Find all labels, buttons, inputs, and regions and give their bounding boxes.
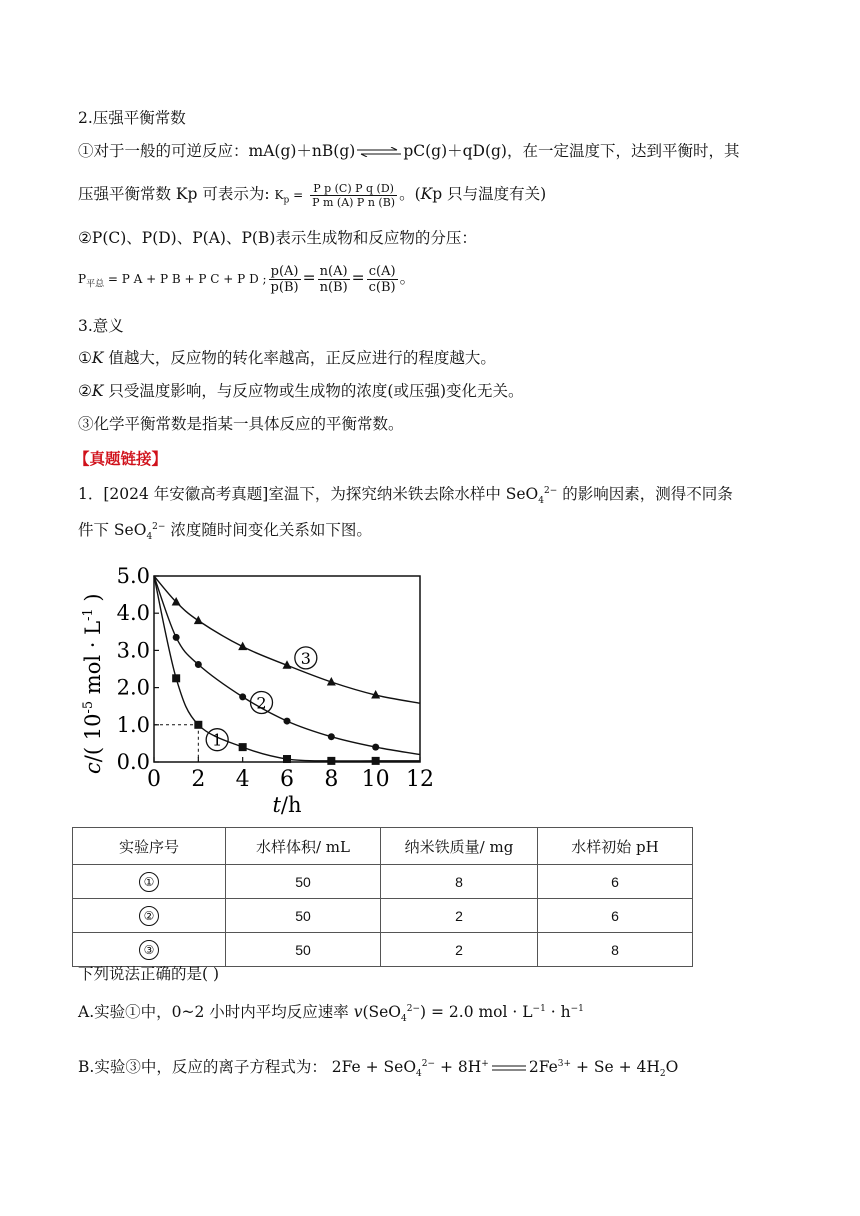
data-point-square <box>327 757 335 765</box>
table-cell: 6 <box>538 899 693 933</box>
table-cell: 8 <box>381 865 538 899</box>
kp-symbol: $K_p$ = <box>274 188 304 206</box>
y-axis-label-part: -5 <box>81 700 96 714</box>
paragraph-reaction <box>78 141 739 161</box>
table-cell: ③ <box>73 933 226 967</box>
data-point-circle <box>195 661 202 668</box>
table-header-cell: 纳米铁质量/ mg <box>381 828 538 865</box>
real-question-heading: 【真题链接】 <box>74 449 168 468</box>
question-prompt: 下列说法正确的是( ) <box>78 965 220 983</box>
data-point-triangle <box>238 642 247 651</box>
y-axis-label-part: -1 <box>81 608 96 621</box>
data-point-triangle <box>194 616 203 625</box>
y-tick-label: 0.0 <box>116 750 150 774</box>
kp-note: p 只与温度有关) <box>432 185 547 203</box>
fraction-c: $\frac{c(A)}{c(B)}$ <box>368 263 396 295</box>
table-cell: 50 <box>226 933 381 967</box>
table-cell: 2 <box>381 933 538 967</box>
y-tick-label: 5.0 <box>116 564 150 588</box>
y-axis-label-part: ) <box>81 593 105 609</box>
kp-fraction: $\frac{\text{P p (C) P q (D)}}{\text{P m (A) P n (B)}}$ <box>312 181 396 209</box>
ptotal-expr: $P_{平总} = P$ A + P B + P C + P D ; <box>78 272 267 290</box>
y-tick-label: 3.0 <box>116 638 150 663</box>
fraction-p: $\frac{p(A)}{p(B)}$ <box>270 263 299 295</box>
x-tick-label: 0 <box>147 767 161 792</box>
equilibrium-arrow-icon <box>357 147 401 157</box>
chart-labels <box>81 564 434 817</box>
table-cell: 50 <box>226 865 381 899</box>
data-point-circle <box>173 634 180 641</box>
kp-paren: 。( <box>399 185 421 203</box>
table-row <box>73 899 693 933</box>
reaction-right: pC(g)＋qD(g)，在一定温度下，达到平衡时，其 <box>403 142 740 160</box>
y-tick-label: 1.0 <box>116 712 150 737</box>
experiment-table <box>72 827 693 967</box>
reaction-equals-icon <box>492 1064 526 1072</box>
kp-k: K <box>420 185 433 203</box>
data-point-square <box>283 755 291 763</box>
series-label: 3 <box>300 648 311 668</box>
table-row <box>73 933 693 967</box>
meaning-item-3: ③化学平衡常数是指某一具体反应的平衡常数。 <box>78 415 404 433</box>
table-header-cell: 水样初始 pH <box>538 828 693 865</box>
section-heading-meaning: 3.意义 <box>78 317 124 335</box>
meaning-item-1: ①K 值越大，反应物的转化率越高，正反应进行的程度越大。 <box>78 349 496 367</box>
series-label: 1 <box>212 730 223 750</box>
data-point-circle <box>284 718 291 725</box>
table-header-cell: 水样体积/ mL <box>226 828 381 865</box>
pressure-relations: $P_{平总} = P$ A + P B + P C + P D ; $\frac{p(A)}{p(B)}$ = $\frac{n(A)}{n(B)}$ = $\frac{c(A)}{c(B)}$ 。 <box>78 263 416 295</box>
question-line-2: 件下 SeO$_4^{2-}$ 浓度随时间变化关系如下图。 <box>78 521 372 543</box>
table-cell: 50 <box>226 899 381 933</box>
data-point-square <box>372 757 380 765</box>
y-axis-label-part: mol · L <box>81 620 105 701</box>
table-cell: 6 <box>538 865 693 899</box>
data-point-circle <box>239 693 246 700</box>
reaction-left: ①对于一般的可逆反应：mA(g)＋nB(g) <box>78 142 356 160</box>
x-tick-label: 12 <box>406 767 434 792</box>
y-axis-label-part: c <box>81 762 105 774</box>
y-axis-label-part: /( 10 <box>81 713 105 763</box>
series-label: 2 <box>256 693 267 713</box>
table-cell: 8 <box>538 933 693 967</box>
x-axis-label-part: /h <box>280 793 302 817</box>
meaning-item-2: ②K 只受温度影响，与反应物或生成物的浓度(或压强)变化无关。 <box>78 382 524 400</box>
x-axis-label <box>272 793 301 817</box>
option-a[interactable]: A.实验①中，0~2 小时内平均反应速率 v(SeO$_4^{2-}$) = 2.0 mol · $L^{-1} \cdot h^{-1}$ <box>78 1003 584 1025</box>
fraction-n: $\frac{n(A)}{n(B)}$ <box>319 263 348 295</box>
x-tick-label: 4 <box>235 767 250 792</box>
kp-intro: 压强平衡常数 Kp 可表示为: <box>78 185 270 203</box>
paragraph-partial-pressure: ②P(C)、P(D)、P(A)、P(B)表示生成物和反应物的分压： <box>78 229 477 247</box>
data-point-circle <box>372 744 379 751</box>
chart-series <box>154 576 420 765</box>
x-axis-label-part: t <box>272 793 281 817</box>
paragraph-kp <box>78 176 546 213</box>
plot-frame <box>154 576 420 762</box>
table-header-cell: 实验序号 <box>73 828 226 865</box>
table-cell: 2 <box>381 899 538 933</box>
question-line-1: 1．[2024 年安徽高考真题]室温下，为探究纳米铁去除水样中 SeO$_4^{2-}$ 的影响因素，测得不同条 <box>78 485 733 507</box>
data-point-circle <box>328 733 335 740</box>
x-tick-label: 2 <box>191 767 206 792</box>
x-tick-label: 8 <box>324 767 339 792</box>
y-tick-label: 4.0 <box>116 601 150 626</box>
series-line-3 <box>154 576 420 703</box>
y-tick-label: 2.0 <box>116 675 150 700</box>
data-point-square <box>239 743 247 751</box>
option-b[interactable]: B.实验③中，反应的离子方程式为： 2Fe + SeO$_4^{2-}$ + 8H+ $2Fe^{3+} + Se + 4H_2O$ <box>78 1058 679 1080</box>
concentration-time-chart <box>72 556 442 818</box>
table-row <box>73 865 693 899</box>
relations-end: 。 <box>399 269 416 287</box>
data-point-square <box>172 674 180 682</box>
table-cell: ② <box>73 899 226 933</box>
section-heading-pressure-constant: 2.压强平衡常数 <box>78 109 186 127</box>
x-tick-label: 6 <box>280 767 294 792</box>
y-axis-label <box>81 593 105 774</box>
chart-axes <box>154 576 420 762</box>
table-header-row <box>73 828 693 865</box>
table-cell: ① <box>73 865 226 899</box>
data-point-square <box>194 721 202 729</box>
x-tick-label: 10 <box>361 767 390 792</box>
